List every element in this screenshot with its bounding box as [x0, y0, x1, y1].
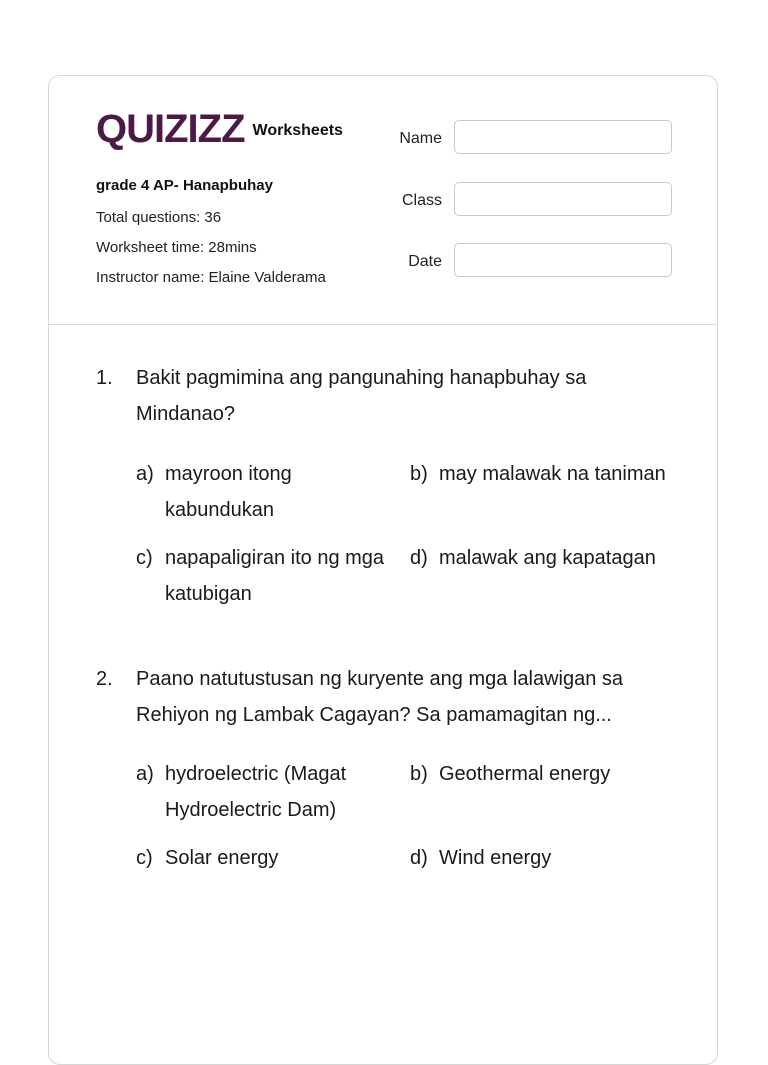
worksheet-meta [96, 176, 326, 293]
question-number: 1. [96, 367, 113, 389]
worksheet-header [49, 76, 717, 325]
option-text: may malawak na taniman [439, 463, 666, 485]
class-field [389, 182, 674, 218]
instructor-name: Instructor name: Elaine Valderama [96, 269, 326, 286]
date-input[interactable] [454, 243, 672, 277]
option-letter: b) [410, 763, 428, 785]
date-field [389, 243, 674, 279]
option-letter: d) [410, 547, 428, 569]
name-field [389, 120, 674, 156]
worksheet-title: grade 4 AP- Hanapbuhay [96, 177, 273, 194]
brand [96, 109, 343, 149]
question-number: 2. [96, 668, 113, 690]
name-label: Name [399, 130, 442, 147]
quizizz-logo: QUIZIZZ [96, 107, 245, 151]
option-text: malawak ang kapatagan [439, 547, 656, 569]
name-input[interactable] [454, 120, 672, 154]
class-label: Class [401, 192, 442, 209]
option-letter: b) [410, 463, 428, 485]
question-text: Paano natutustusan ng kuryente ang mga lalawigan sa Rehiyon ng Lambak Cagayan? Sa pamamagitan ng... [136, 668, 624, 726]
option-letter: c) [136, 847, 153, 869]
date-label: Date [408, 253, 442, 270]
question-text: Bakit pagmimina ang pangunahing hanapbuhay sa Mindanao? [136, 367, 587, 425]
option-text: Geothermal energy [439, 763, 611, 785]
option-letter: a) [136, 463, 154, 485]
class-input[interactable] [454, 182, 672, 216]
option-text: mayroon itong kabundukan [165, 463, 292, 521]
option-letter: d) [410, 847, 428, 869]
total-questions: Total questions: 36 [96, 209, 222, 226]
option-text: hydroelectric (Magat Hydroelectric Dam) [165, 763, 347, 821]
option-text: napapaligiran ito ng mga katubigan [165, 547, 385, 605]
worksheet-card [48, 75, 718, 1065]
option-text: Wind energy [439, 847, 552, 869]
brand-subtitle: Worksheets [252, 122, 343, 139]
option-text: Solar energy [165, 847, 279, 869]
option-letter: c) [136, 547, 153, 569]
option-letter: a) [136, 763, 154, 785]
worksheet-time: Worksheet time: 28mins [96, 239, 257, 256]
